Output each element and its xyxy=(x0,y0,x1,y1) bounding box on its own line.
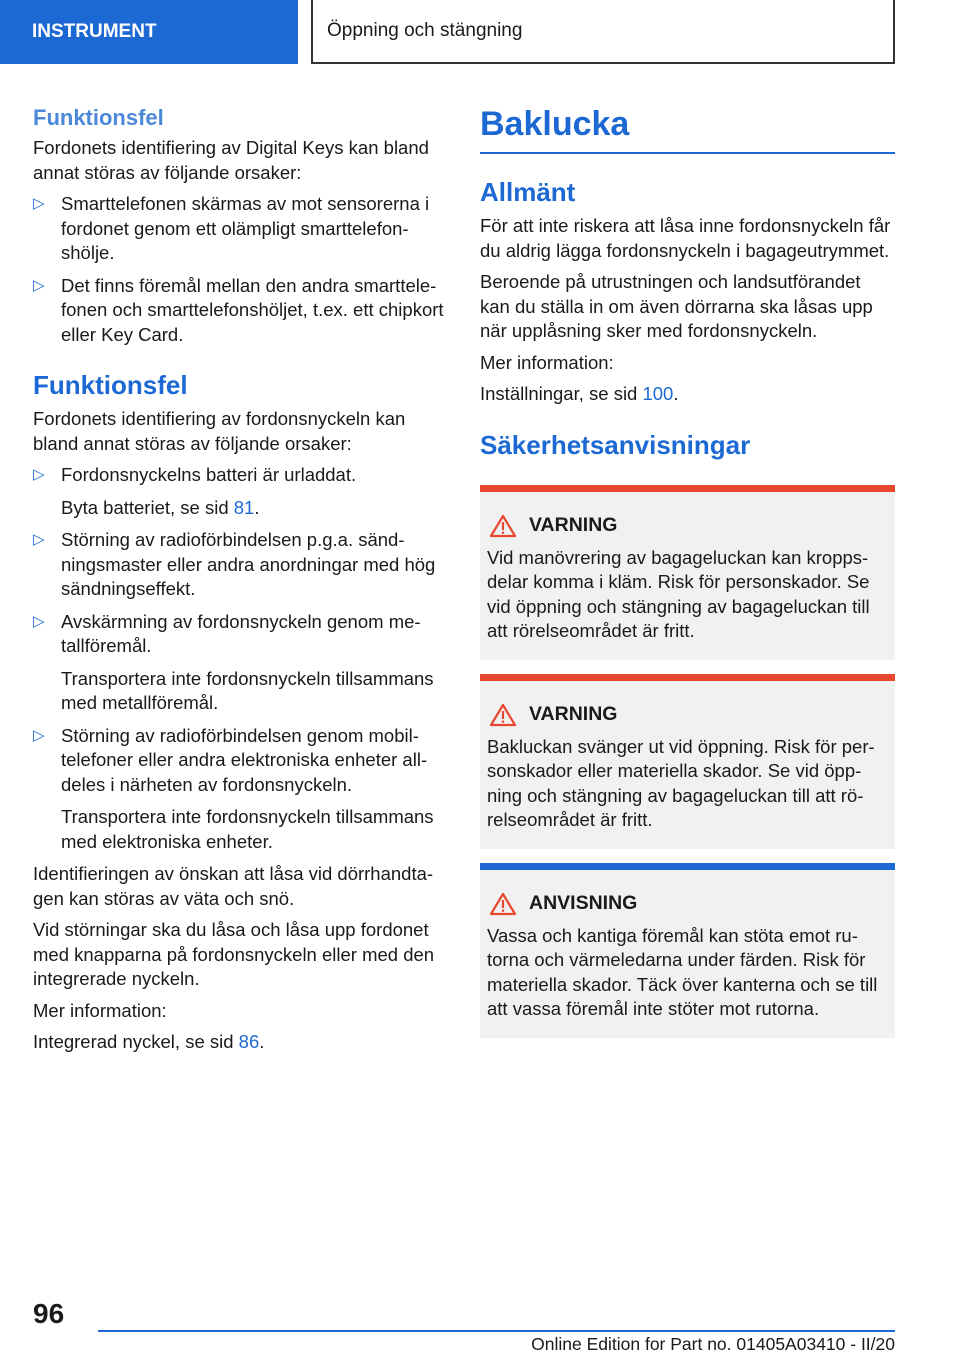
box-text: Vid manövrering av bagageluckan kan kroppsdelar komma i kläm. Risk för personskador. Se vid öppning och stängning av bagageluckan till att rörelseområdet är fritt. xyxy=(487,546,870,641)
left-column xyxy=(33,100,448,1062)
header-chapter-label: Öppning och stängning xyxy=(327,20,523,41)
section-heading-general: Allmänt xyxy=(480,177,576,207)
footer-divider xyxy=(98,1330,895,1332)
triangle-bullet-icon: ▷ xyxy=(33,531,45,548)
paragraph: Mer information: xyxy=(33,999,167,1021)
page-link-81[interactable]: 81 xyxy=(233,496,255,518)
box-text: Bakluckan svänger ut vid öppning. Risk för personskador eller materiella skador. Se vid öppning och stängning av bagageluckan till att rörelseområdet är fritt. xyxy=(487,735,875,830)
list-item: ▷ Avskärmning av fordonsnyckeln genom metallföremål. Transportera inte fordonsnyckeln tillsammans med metallföremål. xyxy=(33,610,448,716)
section-heading-digital-key-fault: Funktionsfel xyxy=(33,105,164,130)
triangle-bullet-icon: ▷ xyxy=(33,195,45,212)
header-section-label: INSTRUMENT xyxy=(32,21,157,42)
list-item: ▷ Det finns föremål mellan den andra smarttelefonen och smarttelefonshöljet, t.ex. ett chipkort eller Key Card. xyxy=(33,274,444,345)
section-heading-safety: Säkerhetsanvisningar xyxy=(480,429,751,460)
header-section-tab xyxy=(0,0,298,64)
list-item-note: Byta batteriet, se sid 81. xyxy=(61,496,260,518)
warning-triangle-icon xyxy=(489,703,517,727)
page-number: 96 xyxy=(33,1298,65,1329)
list-item-note: Transportera inte fordonsnyckeln tillsammans med elektroniska enheter. xyxy=(61,806,434,852)
triangle-bullet-icon: ▷ xyxy=(33,276,45,294)
paragraph: Integrerad nyckel, se sid 86. xyxy=(33,1031,265,1052)
list-item: ▷ Störning av radioförbindelsen p.g.a. sändningsmaster eller andra anordningar med hög sändningseffekt. xyxy=(33,529,436,599)
list-item: ▷ Fordonsnyckelns batteri är urladdat. Byta batteriet, se sid 81. xyxy=(33,463,448,520)
footer-edition-text: Online Edition for Part no. 01405A03410 - II/20 xyxy=(531,1334,895,1354)
paragraph: Vid störningar ska du låsa och låsa upp fordonet med knapparna på fordonsnyckeln eller med den integrerade nyckeln. xyxy=(33,919,435,989)
paragraph: Beroende på utrustningen och landsutförandet kan du ställa in om även dörrarna ska låsas upp när upplåsning sker med fordonsnyckeln. xyxy=(480,271,873,341)
warning-box xyxy=(480,674,895,849)
warning-triangle-icon xyxy=(489,514,517,538)
paragraph: För att inte riskera att låsa inne fordonsnyckeln får du aldrig lägga fordonsnyckeln i bagageutrymmet. xyxy=(480,215,891,261)
chapter-heading-tailgate: Baklucka xyxy=(480,102,895,154)
section-heading-key-fault: Funktionsfel xyxy=(33,370,188,400)
triangle-bullet-icon: ▷ xyxy=(33,726,45,744)
paragraph: Inställningar, se sid 100. xyxy=(480,383,679,404)
page-link-86[interactable]: 86 xyxy=(238,1031,260,1052)
paragraph: Identifieringen av önskan att låsa vid dörrhandtagen kan störas av väta och snö. xyxy=(33,863,434,909)
box-title: VARNING xyxy=(487,701,887,729)
paragraph: Mer information: xyxy=(480,351,614,373)
warning-box xyxy=(480,485,895,660)
box-title: ANVISNING xyxy=(487,890,887,918)
triangle-bullet-icon: ▷ xyxy=(33,612,45,630)
bullet-list xyxy=(33,463,448,854)
right-column xyxy=(480,100,895,1052)
header-chapter-tab xyxy=(311,0,895,64)
notice-box xyxy=(480,863,895,1038)
box-title: VARNING xyxy=(487,512,887,540)
list-item-note: Transportera inte fordonsnyckeln tillsammans med metallföremål. xyxy=(61,667,434,713)
paragraph: Fordonets identifiering av Digital Keys kan bland annat störas av följande orsaker: xyxy=(33,137,429,183)
bullet-list xyxy=(33,192,448,347)
box-text: Vassa och kantiga föremål kan stöta emot rutorna och värmeledarna under färden. Risk för materiella skador. Täck över kanterna och se till att vassa föremål inte stöter mot rutorna. xyxy=(487,924,878,1019)
list-item: ▷ Smarttelefonen skärmas av mot sensorerna i fordonet genom ett olämpligt smarttelefonshölje. xyxy=(33,193,430,263)
warning-triangle-icon xyxy=(489,892,517,916)
list-item: ▷ Störning av radioförbindelsen genom mobiltelefoner eller andra elektroniska enheter alldeles i närheten av fordonsnyckeln. Transportera inte fordonsnyckeln tillsammans med elektroniska enheter. xyxy=(33,724,448,855)
triangle-bullet-icon: ▷ xyxy=(33,466,45,483)
page-link-100[interactable]: 100 xyxy=(642,383,674,404)
paragraph: Fordonets identifiering av fordonsnyckeln kan bland annat störas av följande orsaker: xyxy=(33,408,406,454)
